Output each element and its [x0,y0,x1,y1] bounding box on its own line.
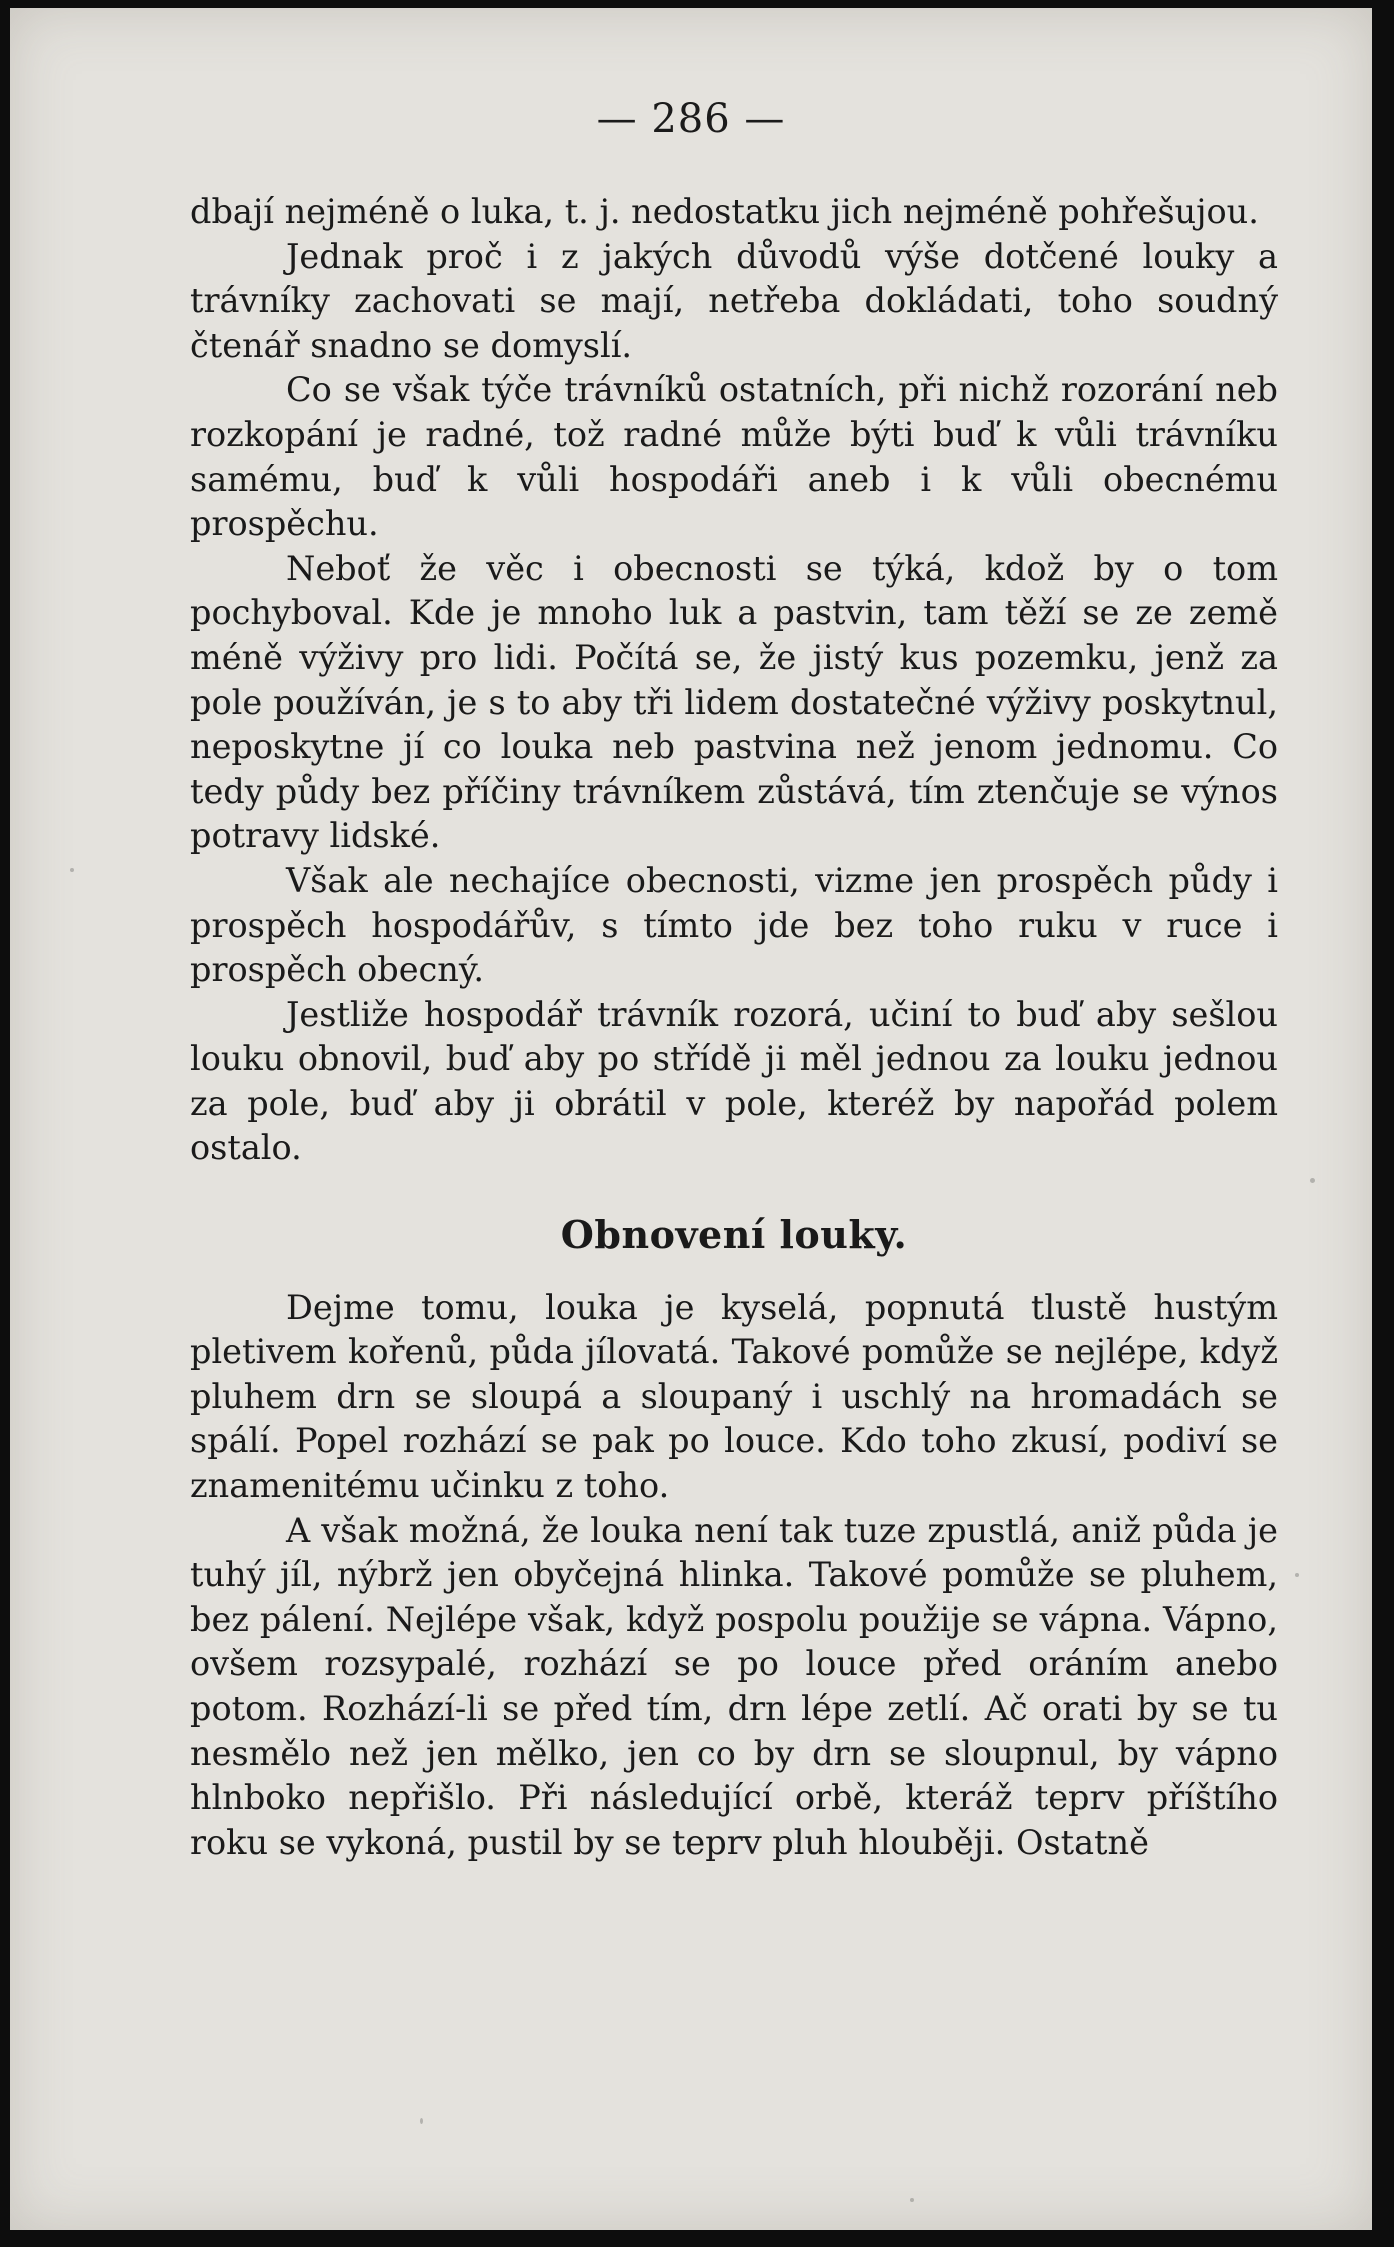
paragraph: Jednak proč i z jakých důvodů výše dotčené louky a trávníky zachovati se mají, netřeba dokládati, toho soudný čtenář snadno se domyslí. [190,236,1278,365]
paragraph: A však možná, že louka není tak tuze zpustlá, aniž půda je tuhý jíl, nýbrž jen obyčejná hlinka. Takové pomůže se pluhem, bez pálení. Nejlépe však, když pospolu použije se vápna. Vápno, ovšem rozsypalé, rozhází se po louce před oráním anebo potom. Rozhází-li se před tím, drn lépe zetlí. Ač orati by se tu nesmělo než jen mělko, jen co by drn se sloupnul, by vápno hlnboko nepřišlo. Při následující orbě, kteráž teprv příštího roku se vykoná, pustil by se teprv pluh hlouběji. Ostatně [190,1510,1278,1862]
paragraph: Však ale nechajíce obecnosti, vizme jen prospěch půdy i prospěch hospodářův, s tímto jde bez toho ruku v ruce i prospěch obecný. [190,860,1278,990]
body-text [190,190,1278,1865]
book-page [10,8,1372,2230]
scan-speck [420,2118,423,2124]
paragraph: Co se však týče trávníků ostatních, při nichž rozorání neb rozkopání je radné, tož radné může býti buď k vůli trávníku samému, buď k vůli hospodáři aneb i k vůli obecnému prospěchu. [190,370,1278,544]
scan-speck [1310,1178,1315,1183]
scan-speck [910,2198,914,2202]
page-number: — 286 — [596,96,786,142]
section-heading: Obnovení louky. [560,1212,908,1258]
scan-speck [70,868,74,872]
paragraph: Jestliže hospodář trávník rozorá, učiní to buď aby sešlou louku obnovil, buď aby po střídě ji měl jednou za louku jednou za pole, buď aby ji obrátil v pole, kteréž by napořád polem ostalo. [190,994,1278,1168]
paragraph: Neboť že věc i obecnosti se týká, kdož by o tom pochyboval. Kde je mnoho luk a pastvin, tam těží se ze země méně výživy pro lidi. Počítá se, že jistý kus pozemku, jenž za pole používán, je s to aby tři lidem dostatečné výživy poskytnul, neposkytne jí co louka neb pastvina než jenom jednomu. Co tedy půdy bez příčiny trávníkem zůstává, tím ztenčuje se výnos potravy lidské. [190,548,1278,856]
scan-speck [1295,1573,1299,1577]
paragraph: Dejme tomu, louka je kyselá, popnutá tlustě hustým pletivem kořenů, půda jílovatá. Takové pomůže se nejlépe, když pluhem drn se sloupá a sloupaný i uschlý na hromadách se spálí. Popel rozhází se pak po louce. Kdo toho zkusí, podiví se znamenitému učinku z toho. [190,1287,1278,1506]
paragraph: dbají nejméně o luka, t. j. nedostatku jich nejméně pohřešujou. [190,192,1259,231]
